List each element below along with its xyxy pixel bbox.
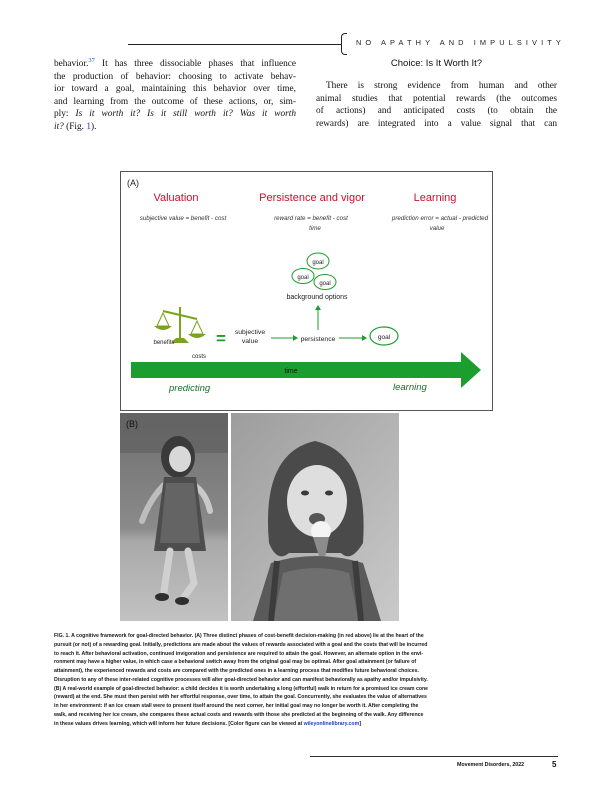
- costs-label: costs: [191, 354, 207, 360]
- formula-persistence-denominator: time: [309, 225, 321, 232]
- left-line-3: ior toward a goal, maintaining this behavior over time,: [54, 84, 296, 95]
- panel-label-b: (B): [126, 419, 138, 429]
- wiley-link[interactable]: wileyonlinelibrary.com: [303, 720, 360, 727]
- left-column: [54, 58, 296, 134]
- caption-line: to reach it. After behavioral activation, continued invigoration and persistence are required to attain the goal. However, an alternate option in the envi-: [54, 650, 424, 657]
- phase-title-persistence: Persistence and vigor: [259, 192, 365, 204]
- scale-icon: [154, 307, 206, 343]
- right-line-1: There is strong evidence from human and other: [326, 81, 557, 91]
- footer-journal: Movement Disorders, 2022: [457, 762, 525, 768]
- photo-child-ice-cream: [231, 413, 399, 621]
- goal-option-c-label: goal: [319, 281, 331, 287]
- left-line-4: and learning from the outcome of these actions, or, sim-: [54, 96, 296, 107]
- caption-line: in her environment: if an ice cream stall were to present itself around the next corner, her initial goal may no longer be worth it. After completing the: [54, 703, 419, 709]
- footer-rule: [310, 756, 558, 757]
- background-options-label: background options: [286, 294, 348, 301]
- subjective-value-label-2: value: [241, 338, 259, 345]
- figure-panel-a: [120, 171, 493, 411]
- phase-title-learning: Learning: [413, 192, 457, 204]
- left-line-1: behavior.$^{37}$ It has three dissociable phases that influence: [54, 56, 296, 69]
- caption-line: attainment), the experienced rewards and costs are compared with the predicted ones in a learning process that modifies future behavioral choices.: [54, 668, 419, 674]
- caption-line: (B) A real-world example of goal-directed behavior: a child decides it is worth undertaking a long (effortful) walk in return for a promised ice cream cone: [54, 685, 429, 692]
- equals-sign: =: [216, 329, 226, 348]
- caption-line: walk, and receiving her ice cream, she compares these actual costs and rewards with those she predicted at the beginning of the walk. Any difference: [54, 711, 424, 718]
- arrow-head-goal: [362, 335, 367, 341]
- formula-learning-2: value: [429, 225, 445, 232]
- learning-label: learning: [393, 382, 427, 393]
- formula-learning: prediction error = actual - predicted: [391, 215, 489, 222]
- caption-line: Disruption to any of these inter-related cognitive processes will alter goal-directed behavior and can manifest behaviorally as apathy and/or impulsivity.: [54, 676, 428, 683]
- arrow-head-persistence: [293, 335, 298, 341]
- phase-title-valuation: Valuation: [153, 192, 199, 204]
- arrow-head-background: [315, 305, 321, 310]
- formula-persistence: reward rate = benefit - cost: [274, 215, 348, 222]
- goal-option-b-label: goal: [297, 275, 309, 281]
- framework-diagram: [121, 172, 492, 410]
- running-title: NO APATHY AND IMPULSIVITY: [356, 38, 565, 47]
- left-line-6: it? (Fig. 1).: [54, 121, 97, 132]
- ice-cream-child-illustration: [231, 413, 399, 621]
- photo-running-child: [120, 413, 228, 621]
- subjective-value-label-1: subjective: [234, 329, 266, 336]
- right-column: [316, 58, 557, 130]
- figure-caption: [54, 632, 557, 728]
- left-line-2: the production of behavior: choosing to activate behav-: [54, 71, 296, 82]
- formula-valuation: subjective value = benefit - cost: [139, 215, 227, 222]
- goal-option-a-label: goal: [312, 260, 324, 266]
- right-line-3: of actions) and anticipated costs (to obtain the: [316, 106, 557, 117]
- running-child-illustration: [120, 413, 228, 621]
- caption-last-line: in these values drives learning, which will inform her future decisions. [Color figure can be viewed at wileyonlinelibrary.com]: [54, 720, 361, 727]
- caption-line: ronment may have a higher value, in which case a behavioral switch away from the original goal may be optimal. After goal attainment (or failure of: [54, 659, 417, 666]
- header-bracket: [341, 33, 347, 55]
- goal-node-label: goal: [377, 334, 391, 341]
- section-heading: Choice: Is It Worth It?: [390, 58, 483, 69]
- figure-link[interactable]: 1: [86, 121, 91, 132]
- benefits-label: benefits: [153, 340, 175, 346]
- persistence-label: persistence: [300, 336, 336, 343]
- right-line-2: animal studies that potential rewards (the outcomes: [316, 93, 557, 104]
- time-label: time: [284, 368, 298, 375]
- caption-line: (reward) at the end. She must then persist with her effortful response, over time, to attain the goal. Concurrently, she evaluates the value of alternatives: [54, 694, 427, 701]
- reference-link[interactable]: 37: [88, 56, 95, 64]
- caption-line: pursuit (or not) of a rewarding goal. Initially, predictions are made about the values of rewards associated with a goal and the costs that will be incurred: [54, 641, 428, 648]
- predicting-label: predicting: [169, 383, 211, 394]
- header-rule: [128, 44, 342, 45]
- left-line-5: ply: Is it worth it? Is it still worth it? Was it worth: [54, 109, 296, 120]
- panel-label-a: (A): [127, 178, 139, 188]
- page-number: 5: [552, 760, 557, 769]
- caption-line: FIG. 1. A cognitive framework for goal-directed behavior. (A) Three distinct phases of cost-benefit decision-making (in red above) lie at the heart of the: [54, 633, 424, 639]
- right-line-4: rewards) are integrated into a value signal that can: [316, 118, 557, 129]
